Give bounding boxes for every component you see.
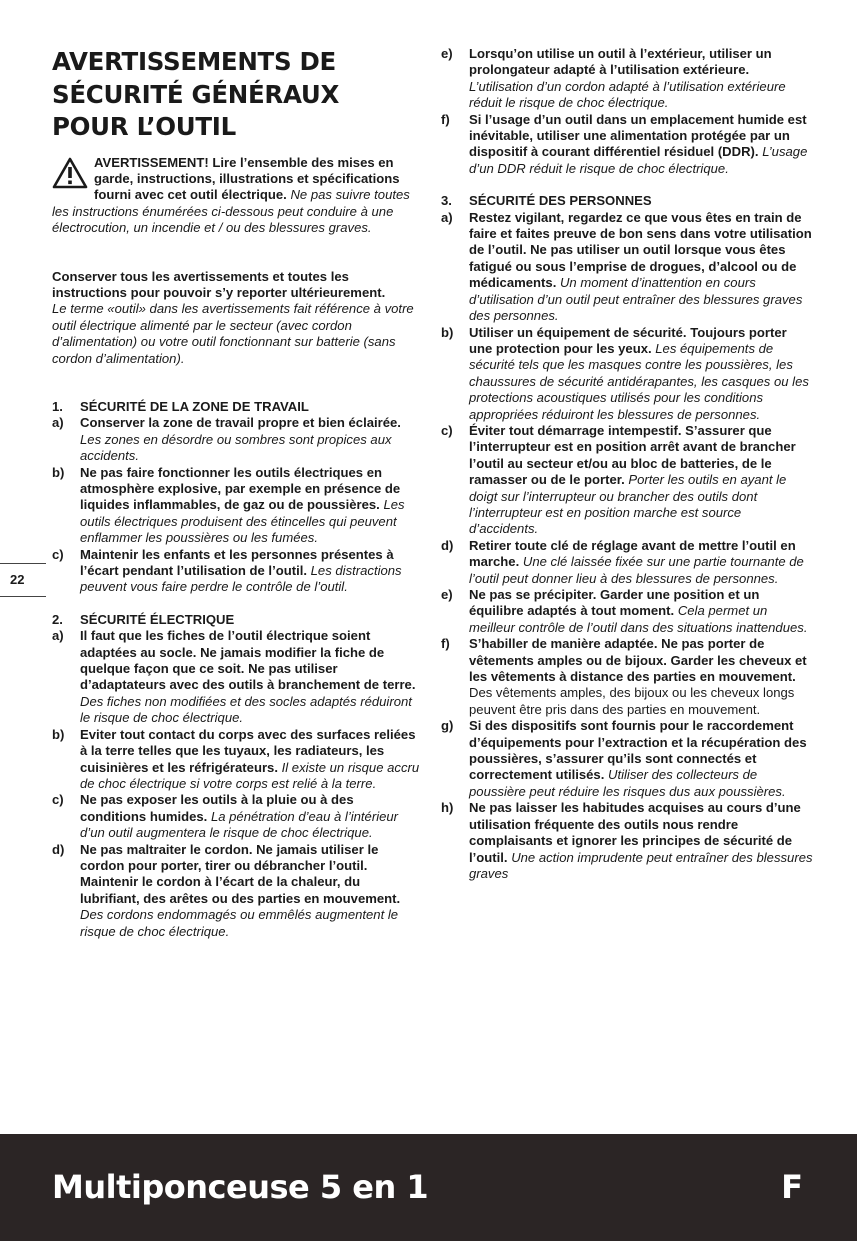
item-italic-text: Un moment d’inattention en cours d’utilisation d’un outil peut entraîner des blessures graves des personnes. — [469, 275, 803, 324]
item-italic-text: Cela permet un meilleur contrôle de l’outil dans des situations inattendues. — [469, 603, 808, 635]
footer-bar — [0, 1134, 857, 1241]
item-bold-text: Si des dispositifs sont fournis pour le raccordement d’équipements pour l’extraction et la récupération des poussières, s’assurer qu’ils sont connectés et correctement utilisés. — [469, 718, 807, 783]
item-italic-text: Des fiches non modifiées et des socles adaptés réduiront le risque de choc électrique. — [80, 693, 412, 726]
keep-instructions — [52, 269, 420, 367]
section-heading — [52, 612, 420, 628]
right-column — [441, 46, 813, 882]
item-letter: a) — [52, 628, 64, 644]
item-plain-text: Des vêtements amples, des bijoux ou les cheveux longs peuvent être pris dans des parties en mouvement. — [469, 685, 795, 717]
item-letter: g) — [441, 718, 454, 734]
item-bold-text: Ne pas se précipiter. Garder une position et un équilibre adaptés à tout moment. — [469, 587, 760, 619]
section-electrical — [52, 612, 420, 940]
item-bold-text: Si l’usage d’un outil dans un emplacement humide est inévitable, utiliser une alimentation protégée par un dispositif à courant différentiel résiduel (DDR). — [469, 111, 807, 160]
item-bold-text: Ne pas maltraiter le cordon. Ne jamais utiliser le cordon pour porter, tirer ou débrancher l’outil. Maintenir le cordon à l’écart de la chaleur, du lubrifiant, des arêtes ou des parties en mouvement. — [80, 841, 401, 906]
item-italic-text: Les zones en désordre ou sombres sont propices aux accidents. — [80, 431, 392, 464]
list-item — [441, 423, 813, 538]
page-title: AVERTISSEMENTS DE SÉCURITÉ GÉNÉRAUX POUR L’OUTIL — [52, 47, 340, 141]
keep-bold-text: Conserver tous les avertissements et toutes les instructions pour pouvoir s’y reporter ultérieurement. — [52, 268, 386, 300]
list-item — [52, 547, 420, 596]
item-bold-text: Conserver la zone de travail propre et bien éclairée. — [80, 415, 401, 431]
section-personal-safety — [441, 193, 813, 882]
item-letter: h) — [441, 800, 454, 816]
item-italic-text: Il existe un risque accru de choc électrique si votre corps est relié à la terre. — [80, 759, 420, 791]
item-bold-text: Utiliser un équipement de sécurité. Toujours porter une protection pour les yeux. — [469, 324, 787, 356]
item-letter: d) — [441, 537, 454, 553]
list-item — [441, 210, 813, 325]
item-bold-text: Lorsqu’on utilise un outil à l’extérieur, utiliser un prolongateur adapté à l’utilisation extérieure. — [469, 46, 772, 78]
item-letter: f) — [441, 636, 450, 652]
item-letter: c) — [441, 422, 453, 438]
warning-bold-text: AVERTISSEMENT! Lire l’ensemble des mises en garde, instructions, illustrations et spécifications fourni avec cet outil électrique. — [94, 154, 400, 203]
item-bold-text: Ne pas faire fonctionner les outils électriques en atmosphère explosive, par exemple en présence de liquides inflammables, de gaz ou de poussières. — [80, 464, 401, 513]
item-letter: b) — [52, 726, 65, 742]
section-heading — [441, 193, 813, 209]
item-letter: a) — [52, 415, 64, 431]
item-bold-text: Maintenir les enfants et les personnes présentes à l’écart pendant l’utilisation de l’outil. — [80, 546, 394, 579]
item-letter: e) — [441, 587, 453, 602]
item-bold-text: Ne pas laisser les habitudes acquises au cours d’une utilisation fréquente des outils nous rendre complaisants et ignorer les principes de sécurité de l’outil. — [469, 800, 801, 865]
section-number: 1. — [52, 398, 63, 414]
list-item — [52, 465, 420, 547]
item-letter: c) — [52, 546, 64, 562]
item-letter: b) — [441, 324, 454, 340]
general-warning — [52, 155, 420, 237]
section-title: SÉCURITÉ DE LA ZONE DE TRAVAIL — [80, 398, 309, 414]
keep-italic-text: Le terme «outil» dans les avertissements fait référence à votre outil électrique alimenté par le secteur (avec cordon d’alimentation) ou votre outil fonctionnant sur batterie (sans cordon d’alimentation). — [52, 301, 414, 366]
item-italic-text: La pénétration d’eau à l’intérieur d’un outil augmentera le risque de choc électrique. — [80, 808, 399, 841]
item-italic-text: Les distractions peuvent vous faire perdre le contrôle de l’outil. — [80, 563, 402, 595]
item-bold-text: Restez vigilant, regardez ce que vous êtes en train de faire et faites preuve de bon sens dans votre utilisation de l’outil. Ne pas utiliser un outil lorsque vous êtes fatigué ou sous l’emprise de drogues, d’alcool ou de médicaments. — [469, 209, 812, 291]
language-code: F — [781, 1168, 803, 1206]
warning-triangle-icon — [52, 157, 90, 191]
item-bold-text: Retirer toute clé de réglage avant de mettre l’outil en marche. — [469, 537, 796, 570]
list-item — [441, 538, 813, 587]
item-bold-text: Eviter tout contact du corps avec des surfaces reliées à la terre telles que les tuyaux, les radiateurs, les cuisinières et les réfrigérateurs. — [80, 726, 416, 775]
item-italic-text: Une action imprudente peut entraîner des blessures graves — [469, 849, 813, 881]
list-item — [52, 727, 420, 793]
section-title: SÉCURITÉ DES PERSONNES — [469, 193, 652, 209]
item-italic-text: Une clé laissée fixée sur une partie tournante de l’outil peut donner lieu à des blessures de personnes. — [469, 554, 804, 586]
list-item — [441, 800, 813, 882]
list-item — [441, 325, 813, 423]
left-column — [52, 46, 420, 940]
list-item — [441, 718, 813, 800]
item-italic-text: Porter les outils en ayant le doigt sur l’interrupteur ou brancher des outils dont l’interrupteur est en position marche est source d’accidents. — [469, 472, 787, 537]
item-letter: f) — [441, 111, 450, 127]
list-item — [52, 628, 420, 726]
item-italic-text: Utiliser des collecteurs de poussière peut réduire les risques dus aux poussières. — [469, 767, 786, 799]
item-letter: a) — [441, 209, 453, 225]
warning-italic-text: Ne pas suivre toutes les instructions énumérées ci-dessous peut conduire à une électrocution, un incendie et / ou des blessures graves. — [52, 187, 410, 236]
item-bold-text: Ne pas exposer les outils à la pluie ou à des conditions humides. — [80, 792, 354, 824]
item-letter: c) — [52, 792, 64, 808]
page-number-tab: 22 — [0, 563, 46, 597]
section-number: 3. — [441, 193, 452, 209]
section-title: SÉCURITÉ ÉLECTRIQUE — [80, 611, 235, 627]
item-italic-text: L’utilisation d’un cordon adapté à l’utilisation extérieure réduit le risque de choc électrique. — [469, 78, 786, 111]
item-bold-text: Éviter tout démarrage intempestif. S’assurer que l’interrupteur est en position arrêt avant de brancher l’outil au secteur et/ou au bloc de batteries, de le ramasser ou de le porter. — [469, 422, 796, 488]
item-italic-text: Des cordons endommagés ou emmêlés augmentent le risque de choc électrique. — [80, 907, 399, 939]
item-italic-text: Les outils électriques produisent des étincelles qui peuvent enflammer les poussières ou les fumées. — [80, 497, 405, 546]
item-bold-text: S’habiller de manière adaptée. Ne pas porter de vêtements amples ou de bijoux. Garder les cheveux et les vêtements à distance des parties en mouvement. — [469, 636, 807, 685]
section-heading — [52, 399, 420, 415]
item-italic-text: Les équipements de sécurité tels que les masques contre les poussières, les chaussures de sécurité antidérapantes, les casques ou les protections acoustiques utilisés pour les conditions appropriées réduiront les blessures de personnes. — [469, 340, 809, 422]
list-item — [441, 636, 813, 718]
item-italic-text: L’usage d’un DDR réduit le risque de choc électrique. — [469, 144, 808, 176]
item-letter: b) — [52, 464, 65, 480]
list-item — [441, 46, 813, 112]
section-number: 2. — [52, 611, 63, 627]
section-work-area — [52, 399, 420, 596]
list-item — [52, 842, 420, 940]
list-item — [441, 587, 813, 636]
item-letter: d) — [52, 841, 65, 857]
list-item — [52, 792, 420, 841]
item-bold-text: Il faut que les fiches de l’outil électrique soient adaptées au socle. Ne jamais modifier la fiche de quelque façon que ce soit. Ne pas utiliser d’adaptateurs avec des outils à branchement de terre. — [80, 628, 416, 693]
list-item — [52, 415, 420, 464]
product-name: Multiponceuse 5 en 1 — [52, 1168, 429, 1206]
item-letter: e) — [441, 46, 453, 61]
list-item — [441, 112, 813, 178]
